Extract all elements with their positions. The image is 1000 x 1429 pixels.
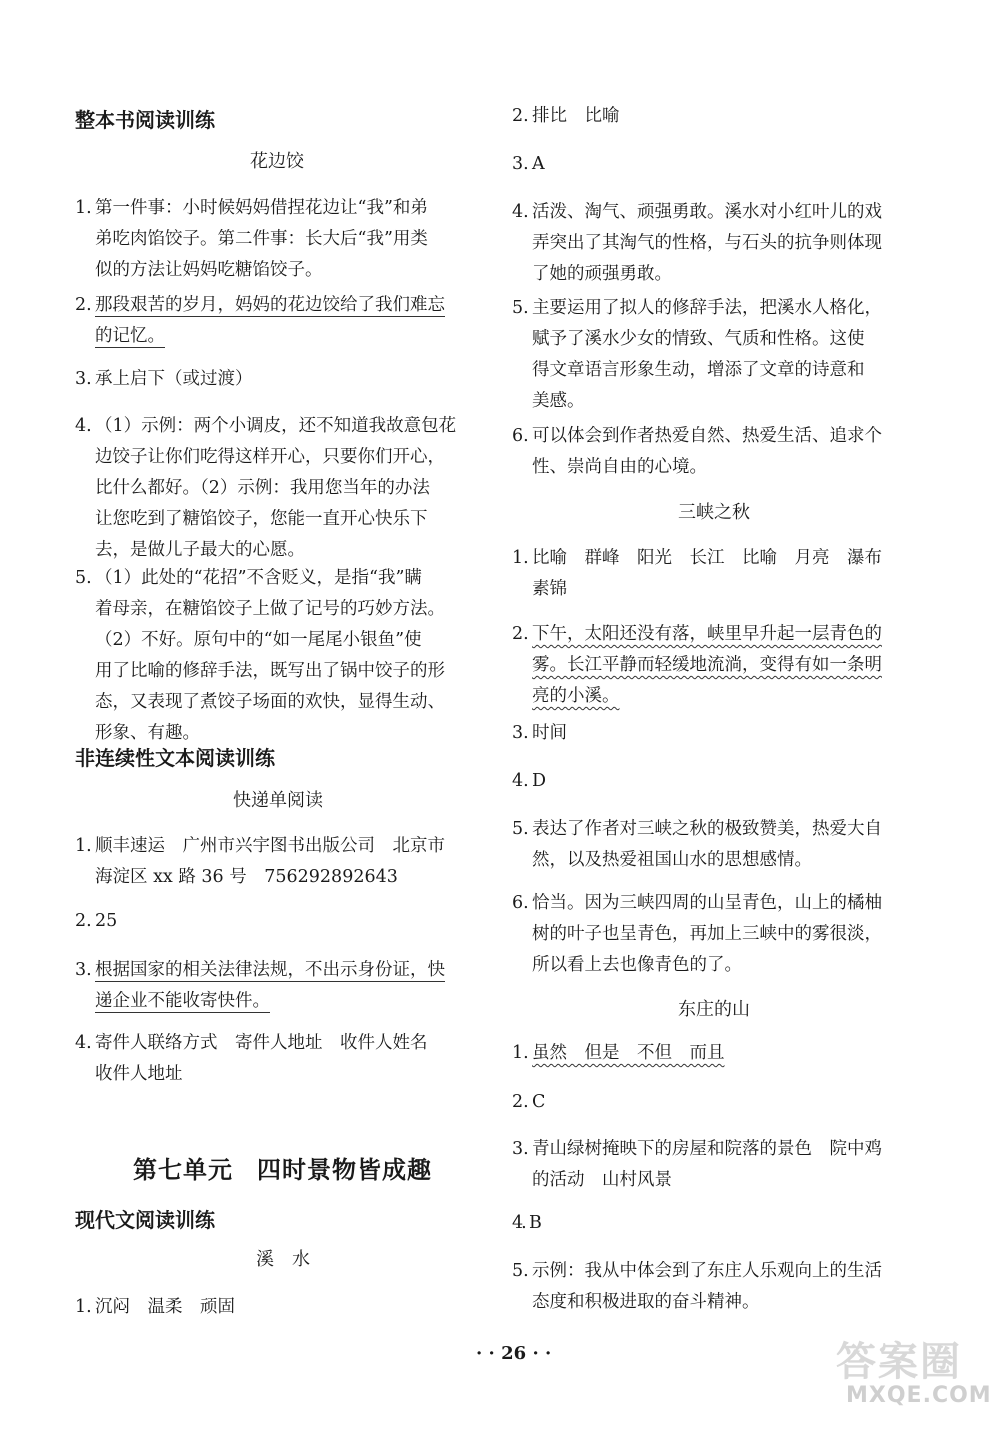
answer-line: 赋予了溪水少女的情致、气质和性格。这使: [532, 329, 865, 349]
item-number: 3.: [512, 1139, 529, 1159]
answer-item: [512, 1256, 882, 1318]
underlined-answer-line: 根据国家的相关法律法规，不出示身份证，快: [95, 960, 445, 980]
answer-item: [75, 955, 445, 1017]
item-number: 4.: [512, 771, 529, 791]
item-number: 4.: [75, 1033, 92, 1053]
answer-item: [75, 563, 445, 749]
watermark-url: MXQE.COM: [846, 1383, 992, 1408]
answer-line: 比什么都好。（2）示例：我用您当年的办法: [95, 478, 430, 498]
answer-item: [512, 888, 882, 981]
answer-item: [75, 831, 445, 893]
answer-line: 顺丰速运 广州市兴宇图书出版公司 北京市: [95, 836, 445, 856]
answer-line: 让您吃到了糖馅饺子，您能一直开心快乐下: [95, 509, 428, 529]
answer-line: 边饺子让你们吃得这样开心，只要你们开心，: [95, 447, 445, 467]
item-number: 1.: [75, 198, 92, 218]
answer-item: [75, 1292, 235, 1323]
section-heading-whole-book: 整本书阅读训练: [75, 108, 215, 132]
answer-line: D: [532, 771, 547, 791]
answer-item: [512, 718, 567, 749]
page-number: [476, 1343, 551, 1364]
watermark-logo: 答案圈: [836, 1339, 962, 1385]
answer-line: 得文章语言形象生动，增添了文章的诗意和: [532, 360, 865, 380]
item-number: 2.: [512, 1092, 529, 1112]
item-number: 2.: [512, 624, 529, 644]
answer-line: 沉闷 温柔 顽固: [95, 1297, 235, 1317]
answer-item: [512, 543, 882, 605]
article-title-dongzhuang: 东庄的山: [678, 999, 750, 1020]
item-number: 1.: [75, 1297, 92, 1317]
answer-line: 然，以及热爱祖国山水的思想感情。: [532, 850, 812, 870]
section-heading-noncontinuous: 非连续性文本阅读训练: [75, 746, 275, 770]
answer-line: 排比 比喻: [532, 106, 620, 126]
answer-line: B: [529, 1213, 542, 1233]
wavy-underlined-answer-line: 虽然 但是 不但 而且: [532, 1043, 725, 1063]
answer-line: 青山绿树掩映下的房屋和院落的景色 院中鸡: [532, 1139, 882, 1159]
answer-line: 主要运用了拟人的修辞手法，把溪水人格化，: [532, 298, 882, 318]
answer-item: [512, 814, 882, 876]
item-number: 6.: [512, 893, 529, 913]
wavy-underlined-answer-line: 雾。长江平静而轻缓地流淌，变得有如一条明: [532, 655, 882, 675]
page-number-value: 26: [501, 1343, 527, 1364]
item-number: 6.: [512, 426, 529, 446]
answer-line: 时间: [532, 723, 567, 743]
item-number: 5.: [75, 568, 92, 588]
answer-line: 比喻 群峰 阳光 长江 比喻 月亮 瀑布: [532, 548, 882, 568]
item-number: 4.: [512, 202, 529, 222]
item-number: 1.: [75, 836, 92, 856]
answer-item: [512, 197, 882, 290]
unit-label: 第七单元: [133, 1156, 233, 1184]
answer-line: 承上启下（或过渡）: [95, 369, 253, 389]
item-number: 5.: [512, 1261, 529, 1281]
unit-heading: [133, 1150, 432, 1185]
answer-item: [512, 1134, 882, 1196]
answer-line: 恰当。因为三峡四周的山呈青色，山上的橘柚: [532, 893, 882, 913]
answer-line: 树的叶子也呈青色，再加上三峡中的雾很淡，: [532, 924, 882, 944]
answer-line: 可以体会到作者热爱自然、热爱生活、追求个: [532, 426, 882, 446]
answer-item: [75, 193, 428, 286]
item-number: 3.: [512, 723, 529, 743]
underlined-answer-line: 的记忆。: [95, 326, 165, 346]
item-number: 3.: [512, 154, 529, 174]
section-heading-modern: 现代文阅读训练: [75, 1208, 215, 1232]
answer-line: 示例：我从中体会到了东庄人乐观向上的生活: [532, 1261, 882, 1281]
answer-item: [512, 766, 546, 797]
answer-line: 的活动 山村风景: [532, 1170, 672, 1190]
answer-item: [512, 293, 882, 417]
answer-line: 弟吃肉馅饺子。第二件事：长大后“我”用类: [95, 229, 428, 249]
item-number: 2.: [75, 295, 92, 315]
answer-item: [512, 619, 882, 712]
answer-line: 态度和积极进取的奋斗精神。: [532, 1292, 760, 1312]
answer-line: 性、崇尚自由的心境。: [532, 457, 707, 477]
answer-line: 着母亲，在糖馅饺子上做了记号的巧妙方法。: [95, 599, 445, 619]
answer-line: 第一件事：小时候妈妈借捏花边让“我”和弟: [95, 198, 428, 218]
answer-line: 25: [95, 911, 118, 931]
answer-line: 了她的顽强勇敢。: [532, 264, 672, 284]
answer-line: 素锦: [532, 579, 567, 599]
unit-title: 四时景物皆成趣: [257, 1156, 432, 1184]
article-title-huabianjiao: 花边饺: [250, 151, 304, 172]
answer-line: A: [532, 154, 545, 174]
answer-line: （1）此处的“花招”不含贬义，是指“我”瞒: [95, 568, 422, 588]
answer-line: 表达了作者对三峡之秋的极致赞美，热爱大自: [532, 819, 882, 839]
answer-line: 形象、有趣。: [95, 723, 200, 743]
answer-item: [512, 1038, 725, 1069]
answer-item: [75, 906, 117, 937]
answer-line: 去，是做儿子最大的心愿。: [95, 540, 305, 560]
answer-item: [75, 411, 456, 566]
answer-item: [512, 1087, 545, 1118]
page-dot-left: · ·: [476, 1343, 495, 1364]
item-number: 5.: [512, 819, 529, 839]
item-number: 4.: [512, 1213, 525, 1233]
answer-item: [512, 421, 882, 483]
wavy-underlined-answer-line: 亮的小溪。: [532, 686, 620, 706]
underlined-answer-line: 那段艰苦的岁月，妈妈的花边饺给了我们难忘: [95, 295, 445, 315]
answer-line: （2）不好。原句中的“如一尾尾小银鱼”使: [95, 630, 422, 650]
answer-line: 用了比喻的修辞手法，既写出了锅中饺子的形: [95, 661, 445, 681]
item-number: 3.: [75, 960, 92, 980]
answer-line: C: [532, 1092, 546, 1112]
article-title-express: 快递单阅读: [233, 790, 323, 811]
answer-line: 似的方法让妈妈吃糖馅饺子。: [95, 260, 323, 280]
answer-item: [512, 1208, 542, 1239]
answer-line: 收件人地址: [95, 1064, 183, 1084]
item-number: 2.: [75, 911, 92, 931]
item-number: 4.: [75, 416, 92, 436]
item-number: 2.: [512, 106, 529, 126]
answer-item: [75, 364, 253, 395]
page-dot-right: · ·: [532, 1343, 552, 1364]
answer-item: [512, 149, 545, 180]
wavy-underlined-answer-line: 下午，太阳还没有落，峡里早升起一层青色的: [532, 624, 882, 644]
article-title-xishui: 溪 水: [256, 1249, 310, 1270]
answer-line: 美感。: [532, 391, 585, 411]
answer-line: 寄件人联络方式 寄件人地址 收件人姓名: [95, 1033, 428, 1053]
answer-line: 弄突出了其淘气的性格，与石头的抗争则体现: [532, 233, 882, 253]
answer-item: [75, 290, 445, 352]
answer-line: （1）示例：两个小调皮，还不知道我故意包花: [95, 416, 457, 436]
item-number: 1.: [512, 1043, 529, 1063]
underlined-answer-line: 递企业不能收寄快件。: [95, 991, 270, 1011]
answer-line: 所以看上去也像青色的了。: [532, 955, 742, 975]
answer-item: [75, 1028, 428, 1090]
answer-line: 活泼、淘气、顽强勇敢。溪水对小红叶儿的戏: [532, 202, 882, 222]
answer-item: [512, 101, 620, 132]
item-number: 5.: [512, 298, 529, 318]
article-title-sanxia: 三峡之秋: [678, 502, 750, 523]
item-number: 1.: [512, 548, 529, 568]
item-number: 3.: [75, 369, 92, 389]
answer-line: 海淀区 xx 路 36 号 756292892643: [95, 867, 398, 887]
answer-line: 态，又表现了煮饺子场面的欢快，显得生动、: [95, 692, 445, 712]
